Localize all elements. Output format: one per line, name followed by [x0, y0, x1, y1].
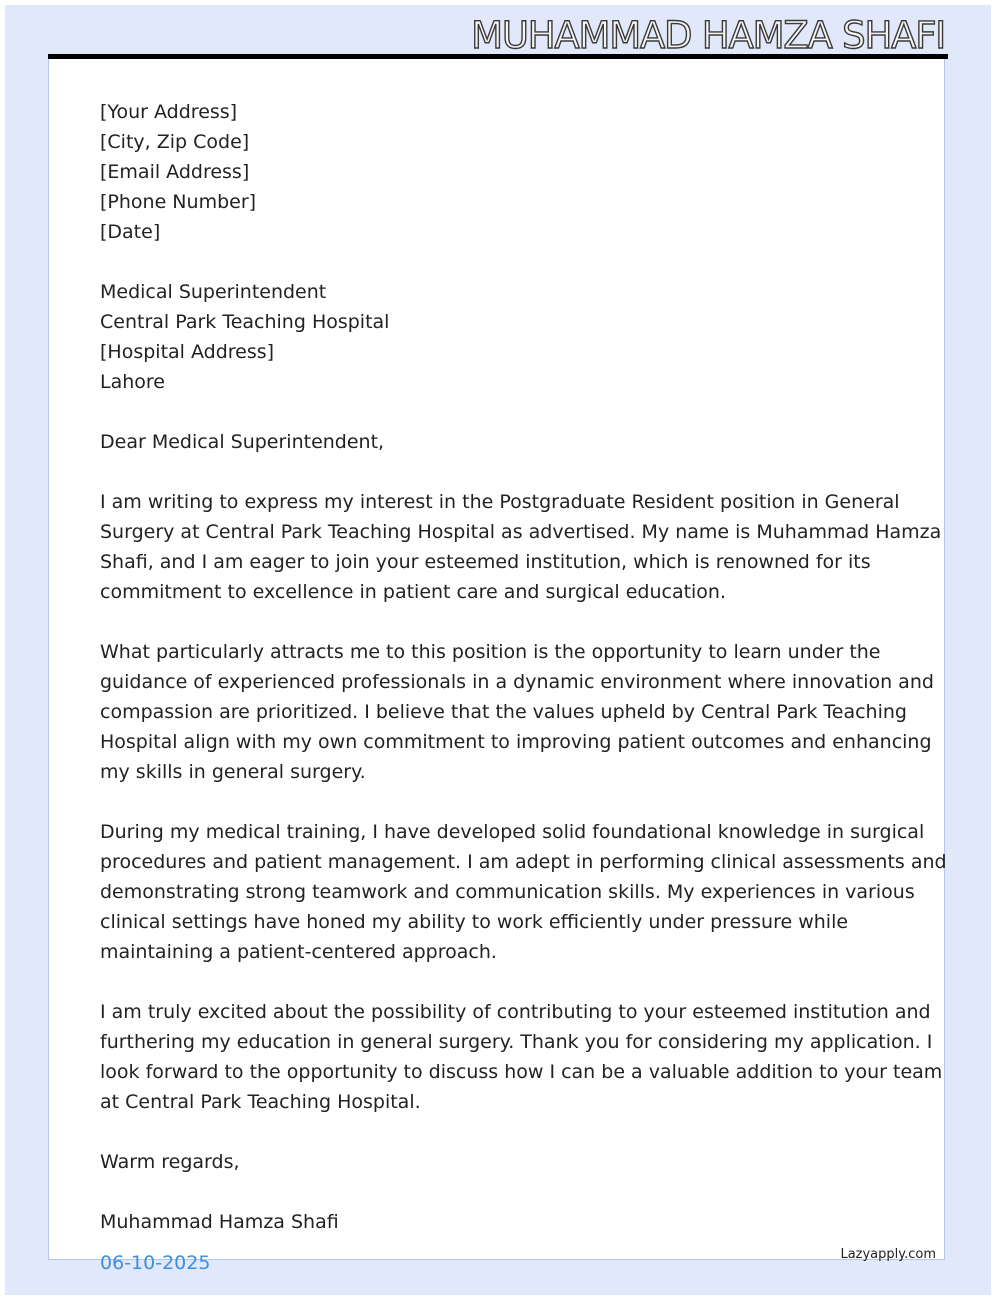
paragraph-line: commitment to excellence in patient care and surgical education.	[100, 581, 727, 603]
paragraph-line: guidance of experienced professionals in a dynamic environment where innovation and	[100, 671, 934, 693]
paragraph-3	[100, 817, 947, 967]
recipient-title: Medical Superintendent	[100, 281, 327, 303]
sender-block	[100, 97, 890, 247]
applicant-name: MUHAMMAD HAMZA SHAFI	[471, 14, 945, 57]
paragraph-line: Hospital align with my own commitment to improving patient outcomes and enhancing	[100, 731, 932, 753]
sender-date: [Date]	[100, 221, 161, 243]
paragraph-line: Shafi, and I am eager to join your esteemed institution, which is renowned for its	[100, 551, 871, 573]
recipient-city: Lahore	[100, 371, 165, 393]
paragraph-1	[100, 487, 942, 607]
paragraph-line: What particularly attracts me to this position is the opportunity to learn under the	[100, 641, 881, 663]
closing: Warm regards,	[100, 1151, 240, 1173]
paragraph-line: my skills in general surgery.	[100, 761, 366, 783]
sender-city-zip: [City, Zip Code]	[100, 131, 250, 153]
paragraph-2	[100, 637, 934, 787]
recipient-block	[100, 277, 890, 397]
paragraph-line: During my medical training, I have developed solid foundational knowledge in surgical	[100, 821, 925, 843]
paragraph-line: demonstrating strong teamwork and communication skills. My experiences in various	[100, 881, 915, 903]
letter-body	[100, 97, 947, 1237]
sender-phone: [Phone Number]	[100, 191, 257, 213]
recipient-address: [Hospital Address]	[100, 341, 275, 363]
signature: Muhammad Hamza Shafi	[100, 1211, 339, 1233]
salutation: Dear Medical Superintendent,	[100, 431, 385, 453]
sender-address: [Your Address]	[100, 101, 238, 123]
footer-date: 06-10-2025	[100, 1252, 211, 1274]
recipient-organization: Central Park Teaching Hospital	[100, 311, 390, 333]
paragraph-line: at Central Park Teaching Hospital.	[100, 1091, 421, 1113]
paragraph-line: furthering my education in general surgery. Thank you for considering my application. I	[100, 1031, 933, 1053]
sender-email: [Email Address]	[100, 161, 250, 183]
paragraph-4	[100, 997, 943, 1117]
paragraph-line: look forward to the opportunity to discuss how I can be a valuable addition to your team	[100, 1061, 943, 1083]
paragraph-line: procedures and patient management. I am adept in performing clinical assessments and	[100, 851, 947, 873]
brand-watermark: Lazyapply.com	[840, 1247, 936, 1262]
paragraph-line: Surgery at Central Park Teaching Hospital as advertised. My name is Muhammad Hamza	[100, 521, 942, 543]
paragraph-line: clinical settings have honed my ability to work efficiently under pressure while	[100, 911, 849, 933]
paragraph-line: I am writing to express my interest in the Postgraduate Resident position in General	[100, 491, 900, 513]
paragraph-line: maintaining a patient-centered approach.	[100, 941, 497, 963]
paragraph-line: compassion are prioritized. I believe that the values upheld by Central Park Teaching	[100, 701, 907, 723]
paragraph-line: I am truly excited about the possibility of contributing to your esteemed institution and	[100, 1001, 931, 1023]
